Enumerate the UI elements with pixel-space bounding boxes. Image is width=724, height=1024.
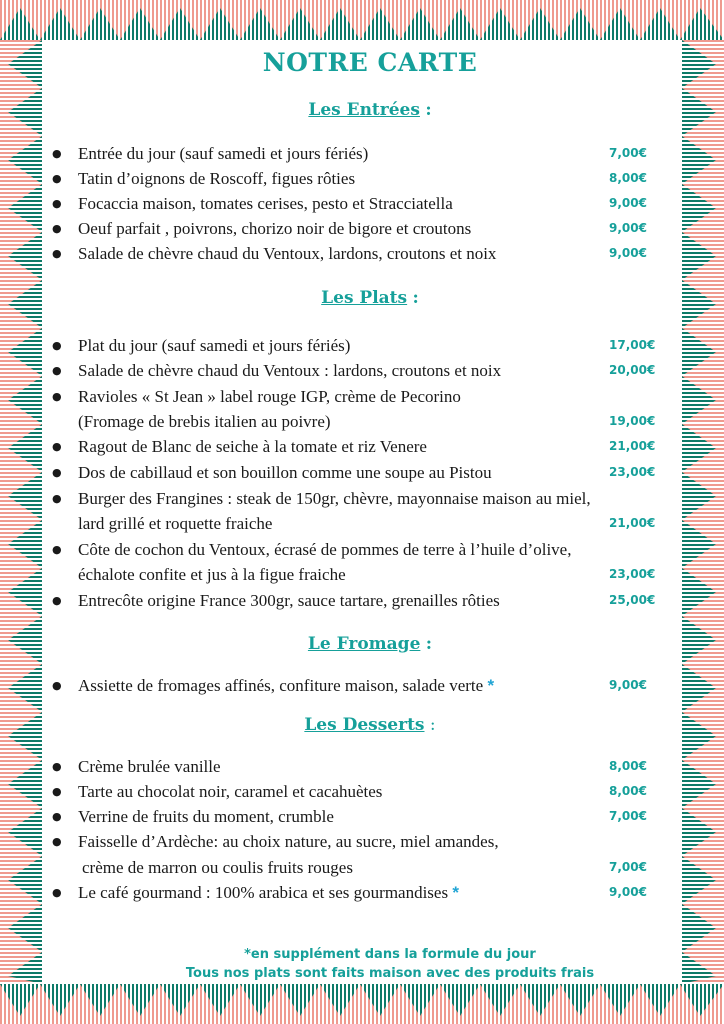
- menu-item: [0, 384, 724, 409]
- item-description: [78, 880, 459, 905]
- item-description: (Fromage de brebis italien au poivre): [78, 412, 331, 431]
- item-description: [78, 673, 494, 698]
- border-bottom: [0, 984, 724, 1024]
- page-title: NOTRE CARTE: [262, 48, 478, 77]
- border-top: [0, 0, 724, 40]
- item-price: 17,00€: [609, 338, 656, 352]
- bullet-icon: ●: [52, 760, 62, 773]
- item-price: 25,00€: [609, 593, 656, 607]
- bullet-icon: ●: [52, 492, 62, 505]
- item-price: 21,00€: [609, 516, 656, 530]
- item-description: lard grillé et roquette fraiche: [78, 514, 273, 533]
- item-description: Ragout de Blanc de seiche à la tomate et riz Venere: [78, 437, 427, 456]
- bullet-icon: ●: [52, 440, 62, 453]
- menu-item: [0, 166, 724, 191]
- bullet-icon: ●: [52, 247, 62, 260]
- item-description: Entrée du jour (sauf samedi et jours fériés): [78, 144, 369, 163]
- bullet-icon: ●: [52, 339, 62, 352]
- section-heading-entrees: [0, 100, 724, 120]
- menu-item-continued: [0, 855, 724, 880]
- item-description: Salade de chèvre chaud du Ventoux, lardons, croutons et noix: [78, 244, 497, 263]
- footer-supplement-note: *en supplément dans la formule du jour: [244, 947, 536, 962]
- menu-item: [0, 537, 724, 562]
- bullet-icon: ●: [52, 594, 62, 607]
- menu-item: [0, 754, 724, 779]
- item-price: 21,00€: [609, 439, 656, 453]
- item-price: 8,00€: [609, 171, 647, 185]
- item-description: Faisselle d’Ardèche: au choix nature, au sucre, miel amandes,: [78, 832, 499, 851]
- menu-item: [0, 829, 724, 854]
- menu-item: [0, 216, 724, 241]
- item-description-text: Le café gourmand : 100% arabica et ses gourmandises: [78, 883, 449, 902]
- item-description: échalote confite et jus à la figue fraiche: [78, 565, 346, 584]
- item-description-text: Assiette de fromages affinés, confiture maison, salade verte: [78, 676, 484, 695]
- section-heading-label: Le Fromage: [307, 634, 421, 654]
- section-heading-colon: :: [412, 288, 419, 308]
- bullet-icon: ●: [52, 172, 62, 185]
- section-heading-plats: [0, 288, 724, 308]
- bullet-icon: ●: [52, 364, 62, 377]
- item-price: 9,00€: [609, 246, 647, 260]
- bullet-icon: ●: [52, 835, 62, 848]
- item-price: 7,00€: [609, 146, 647, 160]
- section-heading-colon: :: [425, 100, 432, 120]
- menu-item: [0, 588, 724, 613]
- bullet-icon: ●: [52, 810, 62, 823]
- menu-item: [0, 333, 724, 358]
- section-heading-colon: :: [429, 715, 436, 735]
- menu-item: [0, 804, 724, 829]
- menu-item: [0, 673, 724, 698]
- menu-item-continued: [0, 511, 724, 536]
- item-price: 19,00€: [609, 414, 656, 428]
- menu-item: [0, 241, 724, 266]
- section-heading-label: Les Plats: [321, 288, 408, 308]
- menu-item: [0, 486, 724, 511]
- bullet-icon: ●: [52, 222, 62, 235]
- item-description: Oeuf parfait , poivrons, chorizo noir de bigore et croutons: [78, 219, 472, 238]
- section-heading-label: Les Desserts: [304, 715, 425, 735]
- item-price: 23,00€: [609, 465, 656, 479]
- item-price: 9,00€: [609, 678, 647, 692]
- item-description: Tatin d’oignons de Roscoff, figues rôties: [78, 169, 356, 188]
- item-price: 9,00€: [609, 885, 647, 899]
- footer-homemade-note: Tous nos plats sont faits maison avec des produits frais: [185, 966, 595, 981]
- menu-item: [0, 460, 724, 485]
- section-heading-colon: :: [425, 634, 433, 654]
- section-heading-fromage: [0, 634, 724, 654]
- menu-item-continued: [0, 409, 724, 434]
- section-heading-desserts: [0, 715, 724, 735]
- bullet-icon: ●: [52, 785, 62, 798]
- menu-item: [0, 358, 724, 383]
- bullet-icon: ●: [52, 466, 62, 479]
- item-price: 20,00€: [609, 363, 656, 377]
- menu-item-continued: [0, 562, 724, 587]
- item-description: crème de marron ou coulis fruits rouges: [82, 858, 353, 877]
- item-price: 9,00€: [609, 196, 647, 210]
- item-description: Entrecôte origine France 300gr, sauce tartare, grenailles rôties: [78, 591, 500, 610]
- item-price: 23,00€: [609, 567, 656, 581]
- item-description: Dos de cabillaud et son bouillon comme une soupe au Pistou: [78, 463, 492, 482]
- item-description: Salade de chèvre chaud du Ventoux : lardons, croutons et noix: [78, 361, 502, 380]
- item-description: Côte de cochon du Ventoux, écrasé de pommes de terre à l’huile d’olive,: [78, 540, 572, 559]
- bullet-icon: ●: [52, 886, 62, 899]
- item-price: 8,00€: [609, 759, 647, 773]
- bullet-icon: ●: [52, 147, 62, 160]
- item-price: 9,00€: [609, 221, 647, 235]
- menu-item: [0, 141, 724, 166]
- bullet-icon: ●: [52, 197, 62, 210]
- item-price: 7,00€: [609, 809, 647, 823]
- item-price: 8,00€: [609, 784, 647, 798]
- bullet-icon: ●: [52, 679, 62, 692]
- item-price: 7,00€: [609, 860, 647, 874]
- item-description: Crème brulée vanille: [78, 757, 221, 776]
- item-description: Ravioles « St Jean » label rouge IGP, crème de Pecorino: [78, 387, 461, 406]
- menu-item: [0, 191, 724, 216]
- item-description: Plat du jour (sauf samedi et jours fériés): [78, 336, 351, 355]
- item-description: Burger des Frangines : steak de 150gr, chèvre, mayonnaise maison au miel,: [78, 489, 591, 508]
- bullet-icon: ●: [52, 543, 62, 556]
- supplement-asterisk: *: [487, 676, 495, 695]
- menu-item: [0, 880, 724, 905]
- item-description: Focaccia maison, tomates cerises, pesto et Stracciatella: [78, 194, 453, 213]
- section-heading-label: Les Entrées: [308, 100, 420, 120]
- supplement-asterisk: *: [452, 883, 459, 902]
- bullet-icon: ●: [52, 390, 62, 403]
- item-description: Tarte au chocolat noir, caramel et cacahuètes: [78, 782, 383, 801]
- menu-item: [0, 779, 724, 804]
- item-description: Verrine de fruits du moment, crumble: [78, 807, 334, 826]
- menu-item: [0, 434, 724, 459]
